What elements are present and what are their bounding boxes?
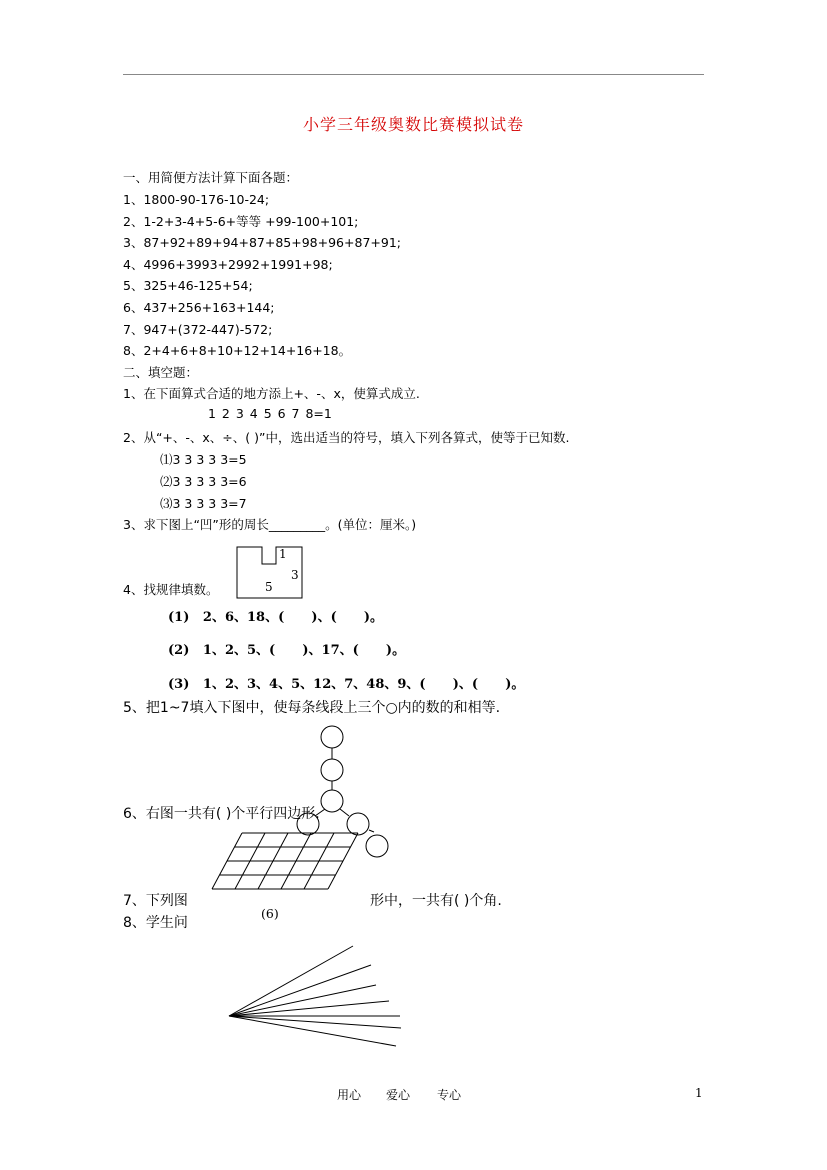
fill-q5: 5、把1~7填入下图中，使每条线段上三个○内的数的和相等. [123, 700, 501, 716]
calc-item-1: 1、1800-90-176-10-24; [123, 192, 270, 207]
fill-q4-item-2: (2) 1、2、5、( )、17、( )。 [168, 643, 406, 658]
fill-q7-end: 形中，一共有( )个角. [370, 893, 502, 909]
fill-q2-item-3: ⑶3 3 3 3 3=7 [160, 496, 247, 511]
fill-q4-item-1: (1) 2、6、18、( )、( )。 [168, 610, 384, 625]
fill-q1: 1、在下面算式合适的地方添上+、-、x，使算式成立. [123, 386, 420, 401]
calc-item-2: 2、1-2+3-4+5-6+等等 +99-100+101; [123, 214, 359, 229]
parallelogram-grid-figure [212, 832, 362, 896]
calc-item-7: 7、947+(372-447)-572; [123, 322, 273, 337]
calc-item-4: 4、4996+3993+2992+1991+98; [123, 257, 333, 272]
header-rule [123, 74, 704, 75]
fill-q4: 4、找规律填数。 [123, 582, 219, 597]
angles-fan-figure [228, 945, 408, 1050]
fill-q1-expression: 1 2 3 4 5 6 7 8=1 [208, 406, 332, 421]
page-number: 1 [695, 1086, 703, 1100]
calc-item-6: 6、437+256+163+144; [123, 300, 275, 315]
shape-label-1: 1 [279, 547, 287, 561]
calc-item-3: 3、87+92+89+94+87+85+98+96+87+91; [123, 235, 401, 250]
fill-q2-item-2: ⑵3 3 3 3 3=6 [160, 474, 247, 489]
fill-q2: 2、从“+、-、x、÷、( )”中，选出适当的符号，填入下列各算式，使等于已知数. [123, 430, 570, 445]
shape-label-5: 5 [265, 580, 273, 594]
section2-heading: 二、填空题： [123, 365, 199, 380]
calc-item-8: 8、2+4+6+8+10+12+14+16+18。 [123, 343, 352, 358]
shape-label-3: 3 [291, 568, 299, 582]
section1-heading: 一、用简便方法计算下面各题： [123, 170, 299, 185]
page-title: 小学三年级奥数比赛模拟试卷 [302, 115, 524, 134]
footer-item-2: 爱心 [386, 1088, 411, 1102]
fill-q3: 3、求下图上“凹”形的周长_________。(单位：厘米。) [123, 517, 417, 532]
fill-q4-item-3: (3) 1、2、3、4、5、12、7、48、9、( )、( )。 [168, 677, 525, 692]
footer-item-3: 专心 [437, 1088, 462, 1102]
figure-6-label: (6) [261, 906, 279, 921]
footer-item-1: 用心 [337, 1088, 362, 1102]
fill-q6: 6、右图一共有( )个平行四边形. [123, 806, 320, 822]
fill-q8: 8、学生问 [123, 915, 188, 931]
calc-item-5: 5、325+46-125+54; [123, 278, 253, 293]
fill-q7-start: 7、下列图 [123, 893, 188, 909]
fill-q2-item-1: ⑴3 3 3 3 3=5 [160, 452, 247, 467]
